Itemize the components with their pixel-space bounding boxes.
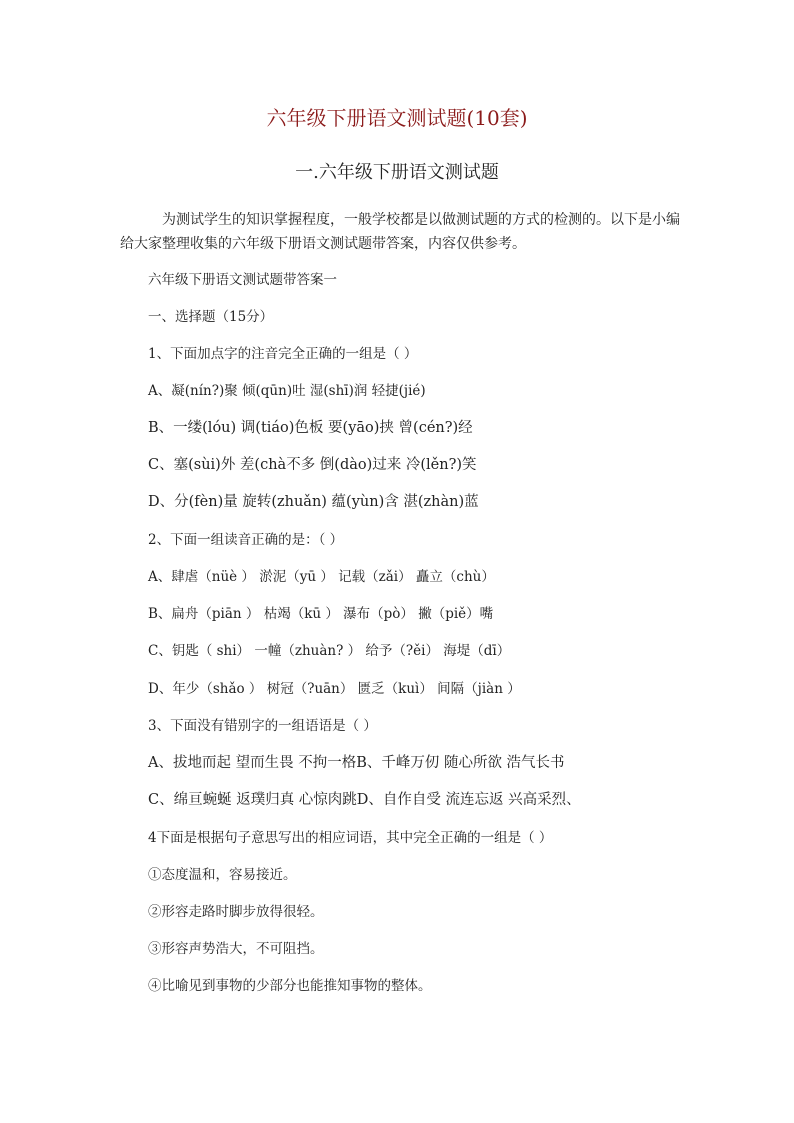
text-line: ②形容走路时脚步放得很轻。 [148, 904, 324, 920]
text-line: 4下面是根据句子意思写出的相应词语，其中完全正确的一组是（ ） [148, 830, 553, 846]
text-line: B、一缕(lóu) 调(tiáo)色板 要(yāo)挟 曾(cén?)经 [148, 420, 473, 436]
text-line: A、肆虐（nüè ） 淤泥（yū ） 记载（zǎi） 矗立（chù） [148, 569, 495, 585]
section-title: 一.六年级下册语文测试题 [295, 162, 499, 183]
intro-paragraph: 为测试学生的知识掌握程度，一般学校都是以做测试题的方式的检测的。以下是小编给大家整理收集的六年级下册语文测试题带答案，内容仅供参考。 [120, 212, 680, 252]
text-line: B、扁舟（piān ） 枯竭（kū ） 瀑布（pò） 撇（piě）嘴 [148, 606, 494, 622]
text-line: 3、下面没有错别字的一组语语是（ ） [148, 718, 377, 734]
text-line: C、钥匙（ shi） 一幢（zhuàn? ） 给予（?ěi） 海堤（dī） [148, 643, 511, 659]
text-line: C、塞(sùi)外 差(chà不多 倒(dào)过来 冷(lěn?)笑 [148, 457, 477, 473]
text-line: ①态度温和，容易接近。 [148, 867, 297, 883]
text-line: ③形容声势浩大，不可阻挡。 [148, 941, 324, 957]
text-line: 1、下面加点字的注音完全正确的一组是（ ） [148, 346, 418, 362]
text-line: 一、选择题（15分） [148, 309, 274, 325]
text-line: D、年少（shǎo ） 树冠（?uān） 匮乏（kuì） 间隔（jiàn ） [148, 681, 521, 697]
text-line: D、分(fèn)量 旋转(zhuǎn) 蕴(yùn)含 湛(zhàn)蓝 [148, 494, 479, 510]
text-line: C、绵亘蜿蜒 返璞归真 心惊肉跳D、自作自受 流连忘返 兴高采烈、 [148, 792, 581, 808]
text-line: A、凝(nín?)聚 倾(qūn)吐 湿(shī)润 轻捷(jié) [148, 383, 426, 399]
text-line: ④比喻见到事物的少部分也能推知事物的整体。 [148, 978, 432, 994]
text-line: 2、下面一组读音正确的是：（ ） [148, 532, 344, 548]
text-line: A、拔地而起 望而生畏 不拘一格B、千峰万仞 随心所欲 浩气长书 [148, 755, 565, 771]
document-title: 六年级下册语文测试题(10套) [266, 106, 528, 130]
text-line: 六年级下册语文测试题带答案一 [148, 272, 337, 288]
